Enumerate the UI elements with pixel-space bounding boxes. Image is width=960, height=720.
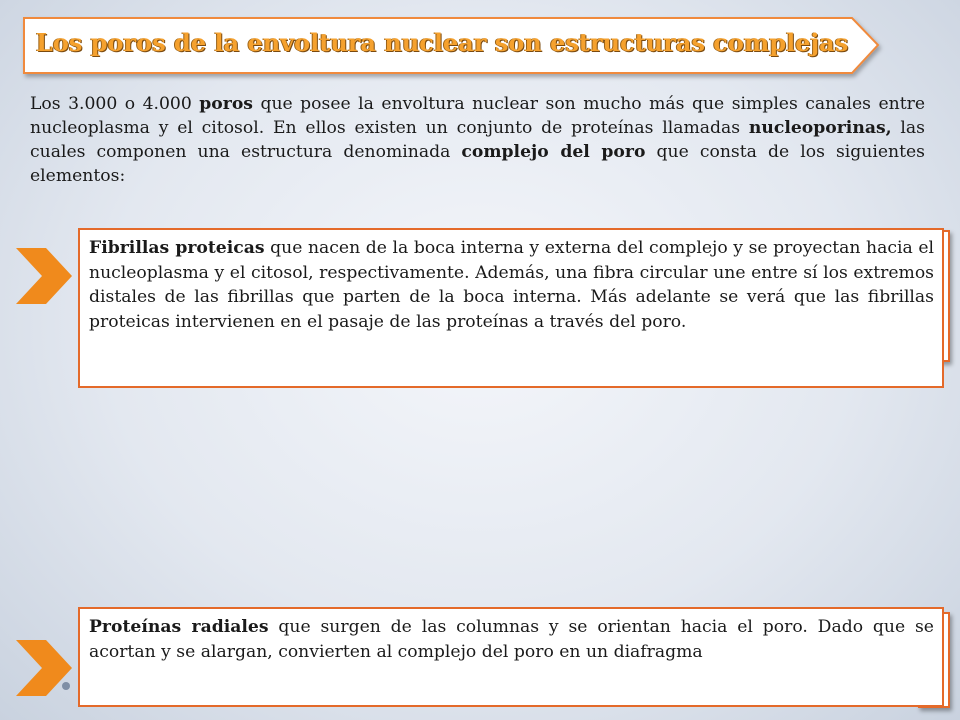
intro-bold-poros: poros [199,94,253,114]
item-1-term: Fibrillas proteicas [89,238,265,258]
intro-text-3: las cuales componen una estructura denominada [30,118,925,162]
title-banner [0,0,960,90]
item-2-text: que surgen de las columnas y se orientan hacia el poro. Dado que se acortan y se alargan, convierten al complejo del poro en un diafragma [89,617,934,662]
bullet-dot [62,682,70,690]
item-2-box [78,607,944,707]
intro-paragraph [30,92,925,188]
page-title: Los poros de la envoltura nuclear son estructuras complejas [36,28,849,57]
intro-text-4: que consta de los siguientes elementos: [30,142,926,186]
intro-bold-nucleoporinas: nucleoporinas, [748,118,892,138]
item-1-text: que nacen de la boca interna y externa del complejo y se proyectan hacia el nucleoplasma y el citosol, respectivamente. Además, una fibra circular une entre sí los extremos distales de las fibrillas que parten de la boca interna. Más adelante se verá que las fibrillas proteicas intervienen en el pasaje de las proteínas a través del poro. [89,238,934,332]
intro-text-1: Los 3.000 o 4.000 [30,94,200,114]
chevron-right-icon [16,248,74,304]
intro-bold-complejo: complejo del poro [461,142,646,162]
intro-text-2: que posee la envoltura nuclear son mucho más que simples canales entre nucleoplasma y el citosol. En ellos existen un conjunto de proteínas llamadas [30,94,925,138]
item-1-box [78,228,944,388]
item-2-term: Proteínas radiales [89,617,269,637]
